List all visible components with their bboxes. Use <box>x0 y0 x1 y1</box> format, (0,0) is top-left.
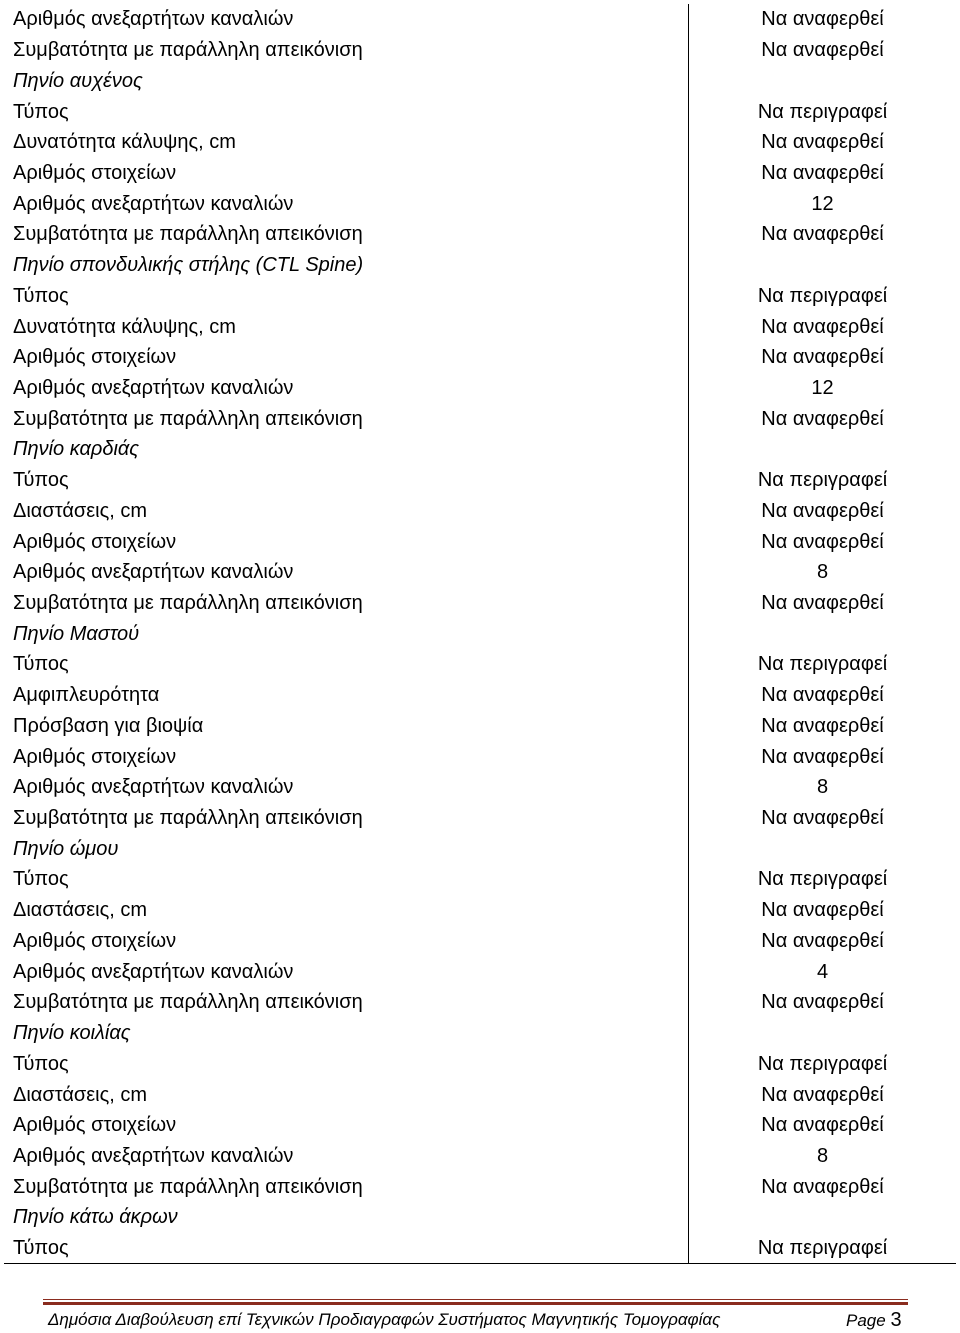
table-row <box>4 526 956 557</box>
row-value: Να αναφερθεί <box>761 1175 884 1198</box>
table-row <box>4 772 956 803</box>
row-value: Να αναφερθεί <box>761 407 884 430</box>
row-value <box>689 833 957 864</box>
table-row <box>4 864 956 895</box>
section-row <box>4 618 956 649</box>
row-value <box>689 65 957 96</box>
row-value: Να αναφερθεί <box>761 39 884 62</box>
row-value: Να αναφερθεί <box>761 592 884 615</box>
table-row <box>4 158 956 189</box>
row-label: Δυνατότητα κάλυψης, cm <box>4 311 689 342</box>
page-indicator <box>846 1309 902 1332</box>
row-value: Να περιγραφεί <box>757 868 888 891</box>
row-label: Αριθμός ανεξαρτήτων καναλιών <box>4 772 689 803</box>
table-row <box>4 926 956 957</box>
row-label: Συμβατότητα με παράλληλη απεικόνιση <box>4 403 689 434</box>
row-value: Να αναφερθεί <box>761 929 884 952</box>
row-label: Πρόσβαση για βιοψία <box>4 711 689 742</box>
table-row <box>4 711 956 742</box>
section-title: Πηνίο σπονδυλικής στήλης (CTL Spine) <box>4 250 689 281</box>
table-row <box>4 127 956 158</box>
row-value: 4 <box>816 960 829 983</box>
table-row <box>4 1171 956 1202</box>
section-title: Πηνίο ώμου <box>4 833 689 864</box>
table-row <box>4 680 956 711</box>
table-row <box>4 588 956 619</box>
row-label: Αριθμός στοιχείων <box>4 158 689 189</box>
row-value: Να αναφερθεί <box>761 1083 884 1106</box>
row-label: Συμβατότητα με παράλληλη απεικόνιση <box>4 219 689 250</box>
table-row <box>4 1233 956 1264</box>
row-value: Να περιγραφεί <box>757 469 888 492</box>
row-label: Συμβατότητα με παράλληλη απεικόνιση <box>4 803 689 834</box>
row-label: Αριθμός στοιχείων <box>4 1110 689 1141</box>
section-row <box>4 833 956 864</box>
table-row <box>4 280 956 311</box>
row-label: Συμβατότητα με παράλληλη απεικόνιση <box>4 987 689 1018</box>
row-label: Αριθμός στοιχείων <box>4 342 689 373</box>
page-label: Page <box>846 1311 886 1330</box>
section-row <box>4 65 956 96</box>
row-label: Αριθμός στοιχείων <box>4 526 689 557</box>
row-label: Τύπος <box>4 1233 689 1264</box>
table-row <box>4 96 956 127</box>
row-label: Συμβατότητα με παράλληλη απεικόνιση <box>4 588 689 619</box>
row-label: Τύπος <box>4 280 689 311</box>
row-value: Να αναφερθεί <box>761 346 884 369</box>
row-value <box>689 434 957 465</box>
table-row <box>4 1141 956 1172</box>
row-label: Τύπος <box>4 96 689 127</box>
row-label: Τύπος <box>4 649 689 680</box>
spec-table <box>4 4 956 1264</box>
row-label: Αριθμός ανεξαρτήτων καναλιών <box>4 373 689 404</box>
row-label: Αριθμός ανεξαρτήτων καναλιών <box>4 557 689 588</box>
row-value: Να αναφερθεί <box>761 1114 884 1137</box>
section-title: Πηνίο κοιλίας <box>4 1018 689 1049</box>
row-value: Να αναφερθεί <box>761 745 884 768</box>
table-row <box>4 803 956 834</box>
row-value: 12 <box>811 376 834 399</box>
table-row <box>4 1048 956 1079</box>
row-label: Δυνατότητα κάλυψης, cm <box>4 127 689 158</box>
row-value: Να αναφερθεί <box>761 131 884 154</box>
row-value: Να αναφερθεί <box>761 499 884 522</box>
table-row <box>4 987 956 1018</box>
row-label: Διαστάσεις, cm <box>4 895 689 926</box>
row-value: Να περιγραφεί <box>757 653 888 676</box>
table-row <box>4 4 956 35</box>
row-label: Αριθμός ανεξαρτήτων καναλιών <box>4 956 689 987</box>
table-row <box>4 465 956 496</box>
section-row <box>4 250 956 281</box>
table-row <box>4 649 956 680</box>
section-title: Πηνίο κάτω άκρων <box>4 1202 689 1233</box>
row-value: 8 <box>816 776 829 799</box>
row-value: 8 <box>816 561 829 584</box>
row-value <box>689 250 957 281</box>
table-row <box>4 895 956 926</box>
row-label: Τύπος <box>4 1048 689 1079</box>
row-value: Να περιγραφεί <box>757 284 888 307</box>
row-label: Αριθμός στοιχείων <box>4 741 689 772</box>
row-value: Να αναφερθεί <box>761 714 884 737</box>
row-label: Τύπος <box>4 465 689 496</box>
table-row <box>4 35 956 66</box>
row-label: Τύπος <box>4 864 689 895</box>
row-label: Αριθμός ανεξαρτήτων καναλιών <box>4 1141 689 1172</box>
row-label: Συμβατότητα με παράλληλη απεικόνιση <box>4 35 689 66</box>
table-row <box>4 741 956 772</box>
row-value: 8 <box>816 1144 829 1167</box>
spec-table-body <box>4 4 956 1264</box>
table-row <box>4 311 956 342</box>
row-value <box>689 1202 957 1233</box>
row-label: Αριθμός στοιχείων <box>4 926 689 957</box>
row-value: 12 <box>811 192 834 215</box>
table-row <box>4 1110 956 1141</box>
row-value: Να αναφερθεί <box>761 807 884 830</box>
footer-rule-thick <box>43 1302 908 1305</box>
row-label: Αριθμός ανεξαρτήτων καναλιών <box>4 188 689 219</box>
table-row <box>4 342 956 373</box>
row-value: Να αναφερθεί <box>761 684 884 707</box>
row-value: Να αναφερθεί <box>761 530 884 553</box>
table-row <box>4 373 956 404</box>
row-label: Συμβατότητα με παράλληλη απεικόνιση <box>4 1171 689 1202</box>
row-value: Να αναφερθεί <box>761 161 884 184</box>
table-row <box>4 188 956 219</box>
row-value: Να περιγραφεί <box>757 1052 888 1075</box>
row-value <box>689 618 957 649</box>
row-value: Να αναφερθεί <box>761 223 884 246</box>
table-row <box>4 956 956 987</box>
table-row <box>4 1079 956 1110</box>
section-row <box>4 1018 956 1049</box>
section-row <box>4 434 956 465</box>
table-row <box>4 403 956 434</box>
row-label: Αριθμός ανεξαρτήτων καναλιών <box>4 4 689 35</box>
table-row <box>4 557 956 588</box>
table-row <box>4 496 956 527</box>
footer-rule <box>43 1299 908 1300</box>
row-value: Να περιγραφεί <box>757 100 888 123</box>
row-value: Να αναφερθεί <box>761 315 884 338</box>
footer-title: Δημόσια Διαβούλευση επί Τεχνικών Προδιαγραφών Συστήματος Μαγνητικής Τομογραφίας <box>48 1310 721 1329</box>
row-value: Να περιγραφεί <box>689 1233 957 1264</box>
row-label: Διαστάσεις, cm <box>4 496 689 527</box>
page-number: 3 <box>890 1309 902 1331</box>
section-title: Πηνίο καρδιάς <box>4 434 689 465</box>
section-title: Πηνίο Μαστού <box>4 618 689 649</box>
row-value: Να αναφερθεί <box>761 899 884 922</box>
section-row <box>4 1202 956 1233</box>
section-title: Πηνίο αυχένος <box>4 65 689 96</box>
row-label: Διαστάσεις, cm <box>4 1079 689 1110</box>
table-row <box>4 219 956 250</box>
row-value: Να αναφερθεί <box>761 991 884 1014</box>
row-label: Αμφιπλευρότητα <box>4 680 689 711</box>
row-value: Να αναφερθεί <box>761 8 884 31</box>
row-value <box>689 1018 957 1049</box>
